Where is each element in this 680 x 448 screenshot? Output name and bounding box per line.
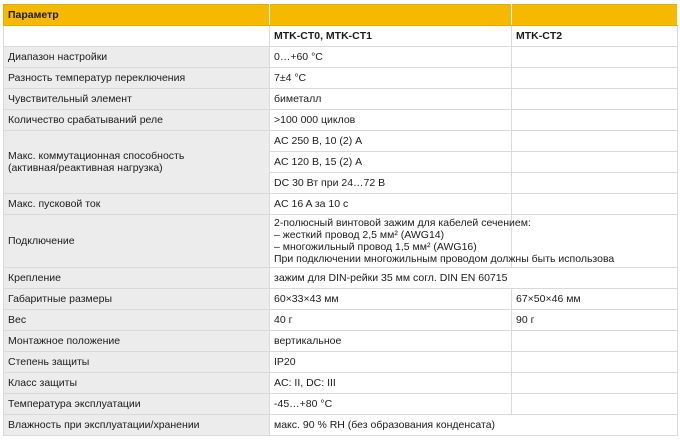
header-parameter: Параметр xyxy=(4,5,270,26)
value-ct0-ct1: биметалл xyxy=(270,89,512,110)
table-row xyxy=(4,194,678,215)
value-ct0-ct1: AC 250 В, 10 (2) A xyxy=(270,131,512,152)
value-ct0-ct1: макс. 90 % RH (без образования конденсата) xyxy=(270,415,678,436)
table-row xyxy=(4,89,678,110)
header-col-2 xyxy=(270,5,512,26)
param-label xyxy=(4,131,270,194)
param-label: Температура эксплуатации xyxy=(4,394,270,415)
param-label-line: Макс. коммутационная способность xyxy=(8,150,185,162)
model-ct2-heading: MTK-CT2 xyxy=(512,26,678,47)
value-ct2 xyxy=(512,373,678,394)
value-ct0-ct1: AC 120 В, 15 (2) A xyxy=(270,152,512,173)
param-label: Разность температур переключения xyxy=(4,68,270,89)
table-row xyxy=(4,310,678,331)
table-row xyxy=(4,331,678,352)
param-label: Влажность при эксплуатации/хранении xyxy=(4,415,270,436)
value-ct0-ct1: AC 16 A за 10 с xyxy=(270,194,512,215)
param-label: Крепление xyxy=(4,268,270,289)
value-ct0-ct1: вертикальное xyxy=(270,331,512,352)
value-ct0-ct1: DC 30 Вт при 24…72 В xyxy=(270,173,512,194)
table-row xyxy=(4,352,678,373)
value-ct2 xyxy=(512,68,678,89)
subheader-blank xyxy=(4,26,270,47)
value-ct2 xyxy=(512,131,678,152)
header-col-3 xyxy=(512,5,678,26)
table-row xyxy=(4,215,678,268)
table-row xyxy=(4,268,678,289)
param-label: Подключение xyxy=(4,215,270,268)
value-ct0-ct1: >100 000 циклов xyxy=(270,110,512,131)
value-ct0-ct1: 7±4 °C xyxy=(270,68,512,89)
value-line: 2-полюсный винтовой зажим для кабелей сечением: xyxy=(274,217,531,229)
value-line: – многожильный провод 1,5 мм² (AWG16) xyxy=(274,241,477,253)
param-label: Диапазон настройки xyxy=(4,47,270,68)
value-ct2 xyxy=(512,394,678,415)
value-ct0-ct1: IP20 xyxy=(270,352,512,373)
value-line: При подключении многожильным проводом должны быть использова xyxy=(274,253,615,265)
param-label: Вес xyxy=(4,310,270,331)
value-ct2 xyxy=(512,152,678,173)
value-ct0-ct1 xyxy=(270,215,615,268)
value-ct2 xyxy=(512,352,678,373)
table-row xyxy=(4,415,678,436)
param-label: Количество срабатываний реле xyxy=(4,110,270,131)
value-ct2 xyxy=(512,47,678,68)
value-line: – жесткий провод 2,5 мм² (AWG14) xyxy=(274,229,445,241)
value-ct2: 90 г xyxy=(512,310,678,331)
param-label-line: (активная/реактивная нагрузка) xyxy=(8,162,163,174)
model-ct0-ct1-heading: MTK-CT0, MTK-CT1 xyxy=(270,26,512,47)
table-row xyxy=(4,110,678,131)
table-row xyxy=(4,68,678,89)
table-row xyxy=(4,47,678,68)
param-label: Габаритные размеры xyxy=(4,289,270,310)
value-ct2 xyxy=(512,194,678,215)
spec-table xyxy=(3,4,678,436)
value-ct2 xyxy=(512,331,678,352)
value-ct0-ct1: -45…+80 °C xyxy=(270,394,512,415)
table-row xyxy=(4,289,678,310)
table-header-row xyxy=(4,5,678,26)
table-row xyxy=(4,131,678,152)
value-ct0-ct1: 40 г xyxy=(270,310,512,331)
value-ct0-ct1: AC: II, DC: III xyxy=(270,373,512,394)
value-ct0-ct1: 60×33×43 мм xyxy=(270,289,512,310)
param-label: Макс. пусковой ток xyxy=(4,194,270,215)
param-label: Монтажное положение xyxy=(4,331,270,352)
param-label: Класс защиты xyxy=(4,373,270,394)
value-ct0-ct1: зажим для DIN-рейки 35 мм согл. DIN EN 60715 xyxy=(270,268,678,289)
param-label: Чувствительный элемент xyxy=(4,89,270,110)
value-ct2 xyxy=(512,110,678,131)
value-ct2 xyxy=(512,89,678,110)
table-subheader-row xyxy=(4,26,678,47)
table-row xyxy=(4,373,678,394)
table-row xyxy=(4,394,678,415)
param-label: Степень защиты xyxy=(4,352,270,373)
value-ct0-ct1: 0…+60 °C xyxy=(270,47,512,68)
value-ct2 xyxy=(512,173,678,194)
value-ct2: 67×50×46 мм xyxy=(512,289,678,310)
